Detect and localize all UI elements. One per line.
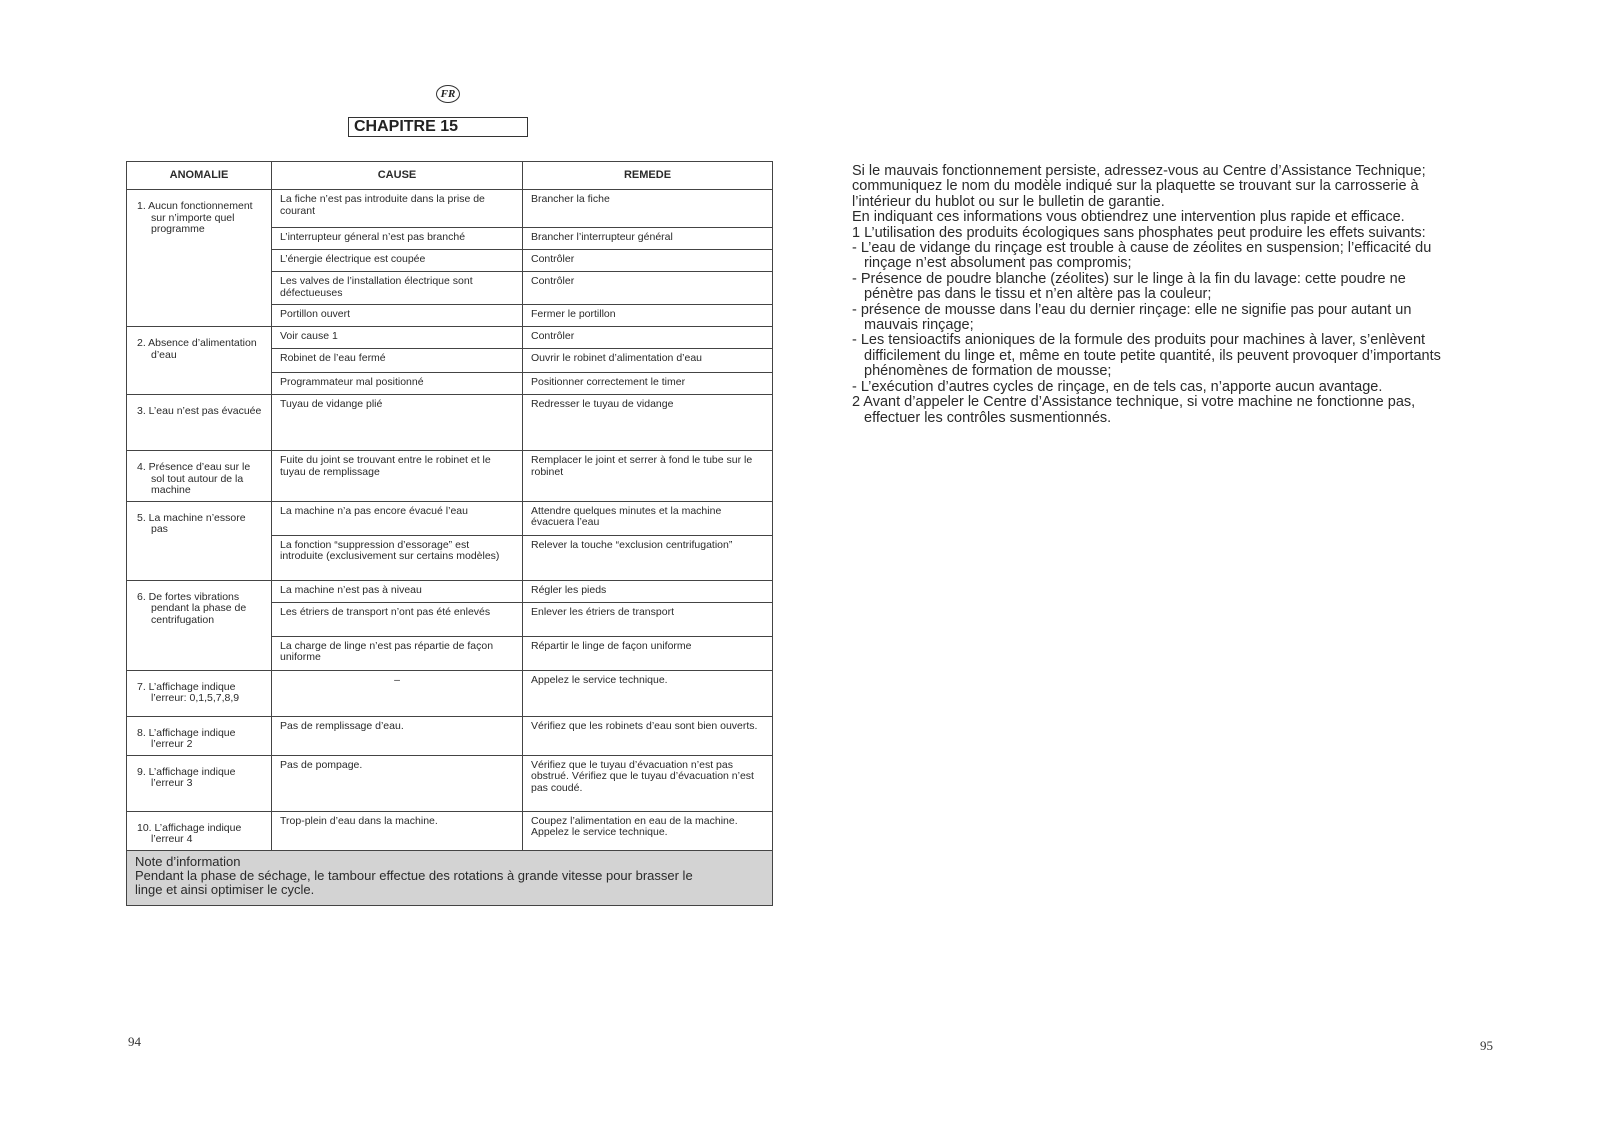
anomaly-cell: [127, 327, 272, 395]
instruction-paragraph: - Présence de poudre blanche (zéolites) sur le linge à la fin du lavage: cette poudre ne pénètre pas dans le tissu et n’en altère pas la couleur;: [852, 270, 1406, 303]
troubleshooting-table: [126, 161, 773, 906]
table-row: [127, 327, 773, 349]
remedy-cell: Remplacer le joint et serrer à fond le tube sur le robinet: [523, 451, 773, 502]
anomaly-cell: [127, 501, 272, 580]
anomaly-cell: [127, 451, 272, 502]
anomaly-text: 1. Aucun fonctionnement sur n’importe quel programme: [137, 200, 253, 235]
cause-cell: Les valves de l’installation électrique sont défectueuses: [272, 272, 523, 305]
cause-cell: La machine n’est pas à niveau: [272, 580, 523, 602]
remedy-cell: Attendre quelques minutes et la machine évacuera l’eau: [523, 501, 773, 535]
chapter-title: CHAPITRE 15: [348, 117, 528, 137]
remedy-cell: Relever la touche “exclusion centrifugation”: [523, 535, 773, 580]
cause-cell: Portillon ouvert: [272, 305, 523, 327]
anomaly-cell: [127, 670, 272, 716]
cause-cell: Tuyau de vidange plié: [272, 395, 523, 451]
table-header-row: [127, 162, 773, 190]
instruction-paragraph: Si le mauvais fonctionnement persiste, adressez-vous au Centre d’Assistance Technique; communiquez le nom du modèle indiqué sur la plaquette se trouvant sur la carrosserie à l’intérieur du hublot ou sur le bulletin de garantie.: [852, 163, 1426, 210]
cause-cell: –: [272, 670, 523, 716]
table-row: [127, 395, 773, 451]
remedy-cell: Vérifiez que les robinets d’eau sont bien ouverts.: [523, 716, 773, 755]
table-row: [127, 580, 773, 602]
table-row: [127, 716, 773, 755]
remedy-cell: Contrôler: [523, 272, 773, 305]
remedy-cell: Redresser le tuyau de vidange: [523, 395, 773, 451]
table-row: [127, 190, 773, 228]
cause-cell: Trop-plein d’eau dans la machine.: [272, 811, 523, 850]
anomaly-text: 3. L’eau n’est pas évacuée: [137, 405, 262, 417]
cause-cell: Pas de remplissage d’eau.: [272, 716, 523, 755]
cause-cell: La fiche n’est pas introduite dans la prise de courant: [272, 190, 523, 228]
header-remede: REMEDE: [523, 162, 773, 190]
anomaly-cell: [127, 755, 272, 811]
anomaly-cell: [127, 580, 272, 670]
cause-cell: Voir cause 1: [272, 327, 523, 349]
remedy-cell: Fermer le portillon: [523, 305, 773, 327]
anomaly-text: 8. L’affichage indique l’erreur 2: [137, 726, 236, 750]
table-row: [127, 451, 773, 502]
cause-cell: Pas de pompage.: [272, 755, 523, 811]
instruction-paragraph: 2 Avant d’appeler le Centre d’Assistance technique, si votre machine ne fonctionne pas, effectuer les contrôles susmentionnés.: [852, 394, 1416, 426]
language-badge: FR: [436, 85, 460, 103]
remedy-cell: Ouvrir le robinet d’alimentation d’eau: [523, 349, 773, 373]
cause-cell: Robinet de l’eau fermé: [272, 349, 523, 373]
instruction-paragraph: 1 L’utilisation des produits écologiques sans phosphates peut produire les effets suivants:: [852, 224, 1426, 241]
instruction-paragraph: - L’exécution d’autres cycles de rinçage, en de tels cas, n’apporte aucun avantage.: [852, 378, 1383, 395]
remedy-cell: Contrôler: [523, 250, 773, 272]
cause-cell: Les étriers de transport n’ont pas été enlevés: [272, 602, 523, 636]
cause-cell: Fuite du joint se trouvant entre le robinet et le tuyau de remplissage: [272, 451, 523, 502]
note-row: [127, 850, 773, 905]
anomaly-text: 4. Présence d’eau sur le sol tout autour de la machine: [137, 461, 251, 496]
instruction-paragraph: - Les tensioactifs anioniques de la formule des produits pour machines à laver, s’enlèvent difficilement du linge et, même en toute petite quantité, ils peuvent provoquer d’importants phénomènes de formation de mousse;: [852, 332, 1441, 380]
table-body: [127, 190, 773, 851]
cause-cell: La charge de linge n’est pas répartie de façon uniforme: [272, 636, 523, 670]
instructions-text: [852, 164, 1452, 426]
remedy-cell: Contrôler: [523, 327, 773, 349]
anomaly-cell: [127, 190, 272, 327]
information-note: [127, 850, 773, 905]
cause-cell: La fonction “suppression d’essorage” est introduite (exclusivement sur certains modèles): [272, 535, 523, 580]
instruction-paragraph: En indiquant ces informations vous obtiendrez une intervention plus rapide et efficace.: [852, 209, 1405, 226]
anomaly-text: 10. L’affichage indique l’erreur 4: [137, 821, 242, 845]
remedy-cell: Régler les pieds: [523, 580, 773, 602]
remedy-cell: Enlever les étriers de transport: [523, 602, 773, 636]
anomaly-text: 7. L’affichage indique l’erreur: 0,1,5,7,8,9: [137, 680, 240, 704]
remedy-cell: Appelez le service technique.: [523, 670, 773, 716]
anomaly-text: 6. De fortes vibrations pendant la phase de centrifugation: [137, 590, 247, 626]
anomaly-cell: [127, 395, 272, 451]
note-text: Pendant la phase de séchage, le tambour effectue des rotations à grande vitesse pour brasser le linge et ainsi optimiser le cycle.: [135, 867, 693, 897]
remedy-cell: Brancher la fiche: [523, 190, 773, 228]
cause-cell: La machine n’a pas encore évacué l’eau: [272, 501, 523, 535]
table-row: [127, 755, 773, 811]
remedy-cell: Positionner correctement le timer: [523, 373, 773, 395]
cause-cell: L’énergie électrique est coupée: [272, 250, 523, 272]
table-row: [127, 811, 773, 850]
remedy-cell: Vérifiez que le tuyau d’évacuation n’est pas obstrué. Vérifiez que le tuyau d’évacuation n’est pas coudé.: [523, 755, 773, 811]
page-number-right: 95: [1480, 1038, 1493, 1053]
cause-cell: Programmateur mal positionné: [272, 373, 523, 395]
cause-cell: L’interrupteur géneral n’est pas branché: [272, 228, 523, 250]
anomaly-cell: [127, 716, 272, 755]
table-row: [127, 670, 773, 716]
instruction-paragraph: - L’eau de vidange du rinçage est trouble à cause de zéolites en suspension; l’efficacité du rinçage n’est absolument pas compromis;: [852, 240, 1432, 272]
anomaly-text: 2. Absence d’alimentation d’eau: [137, 337, 257, 361]
header-anomalie: ANOMALIE: [127, 162, 272, 190]
anomaly-text: 5. La machine n’essore pas: [137, 511, 246, 535]
remedy-cell: Brancher l’interrupteur général: [523, 228, 773, 250]
note-title: Note d’information: [135, 853, 241, 869]
anomaly-text: 9. L’affichage indique l’erreur 3: [137, 765, 236, 789]
remedy-cell: Répartir le linge de façon uniforme: [523, 636, 773, 670]
instruction-paragraph: - présence de mousse dans l’eau du dernier rinçage: elle ne signifie pas pour autant un mauvais rinçage;: [852, 301, 1412, 334]
page-number-left: 94: [128, 1034, 141, 1049]
anomaly-cell: [127, 811, 272, 850]
remedy-cell: Coupez l’alimentation en eau de la machine. Appelez le service technique.: [523, 811, 773, 850]
header-cause: CAUSE: [272, 162, 523, 190]
table-row: [127, 501, 773, 535]
